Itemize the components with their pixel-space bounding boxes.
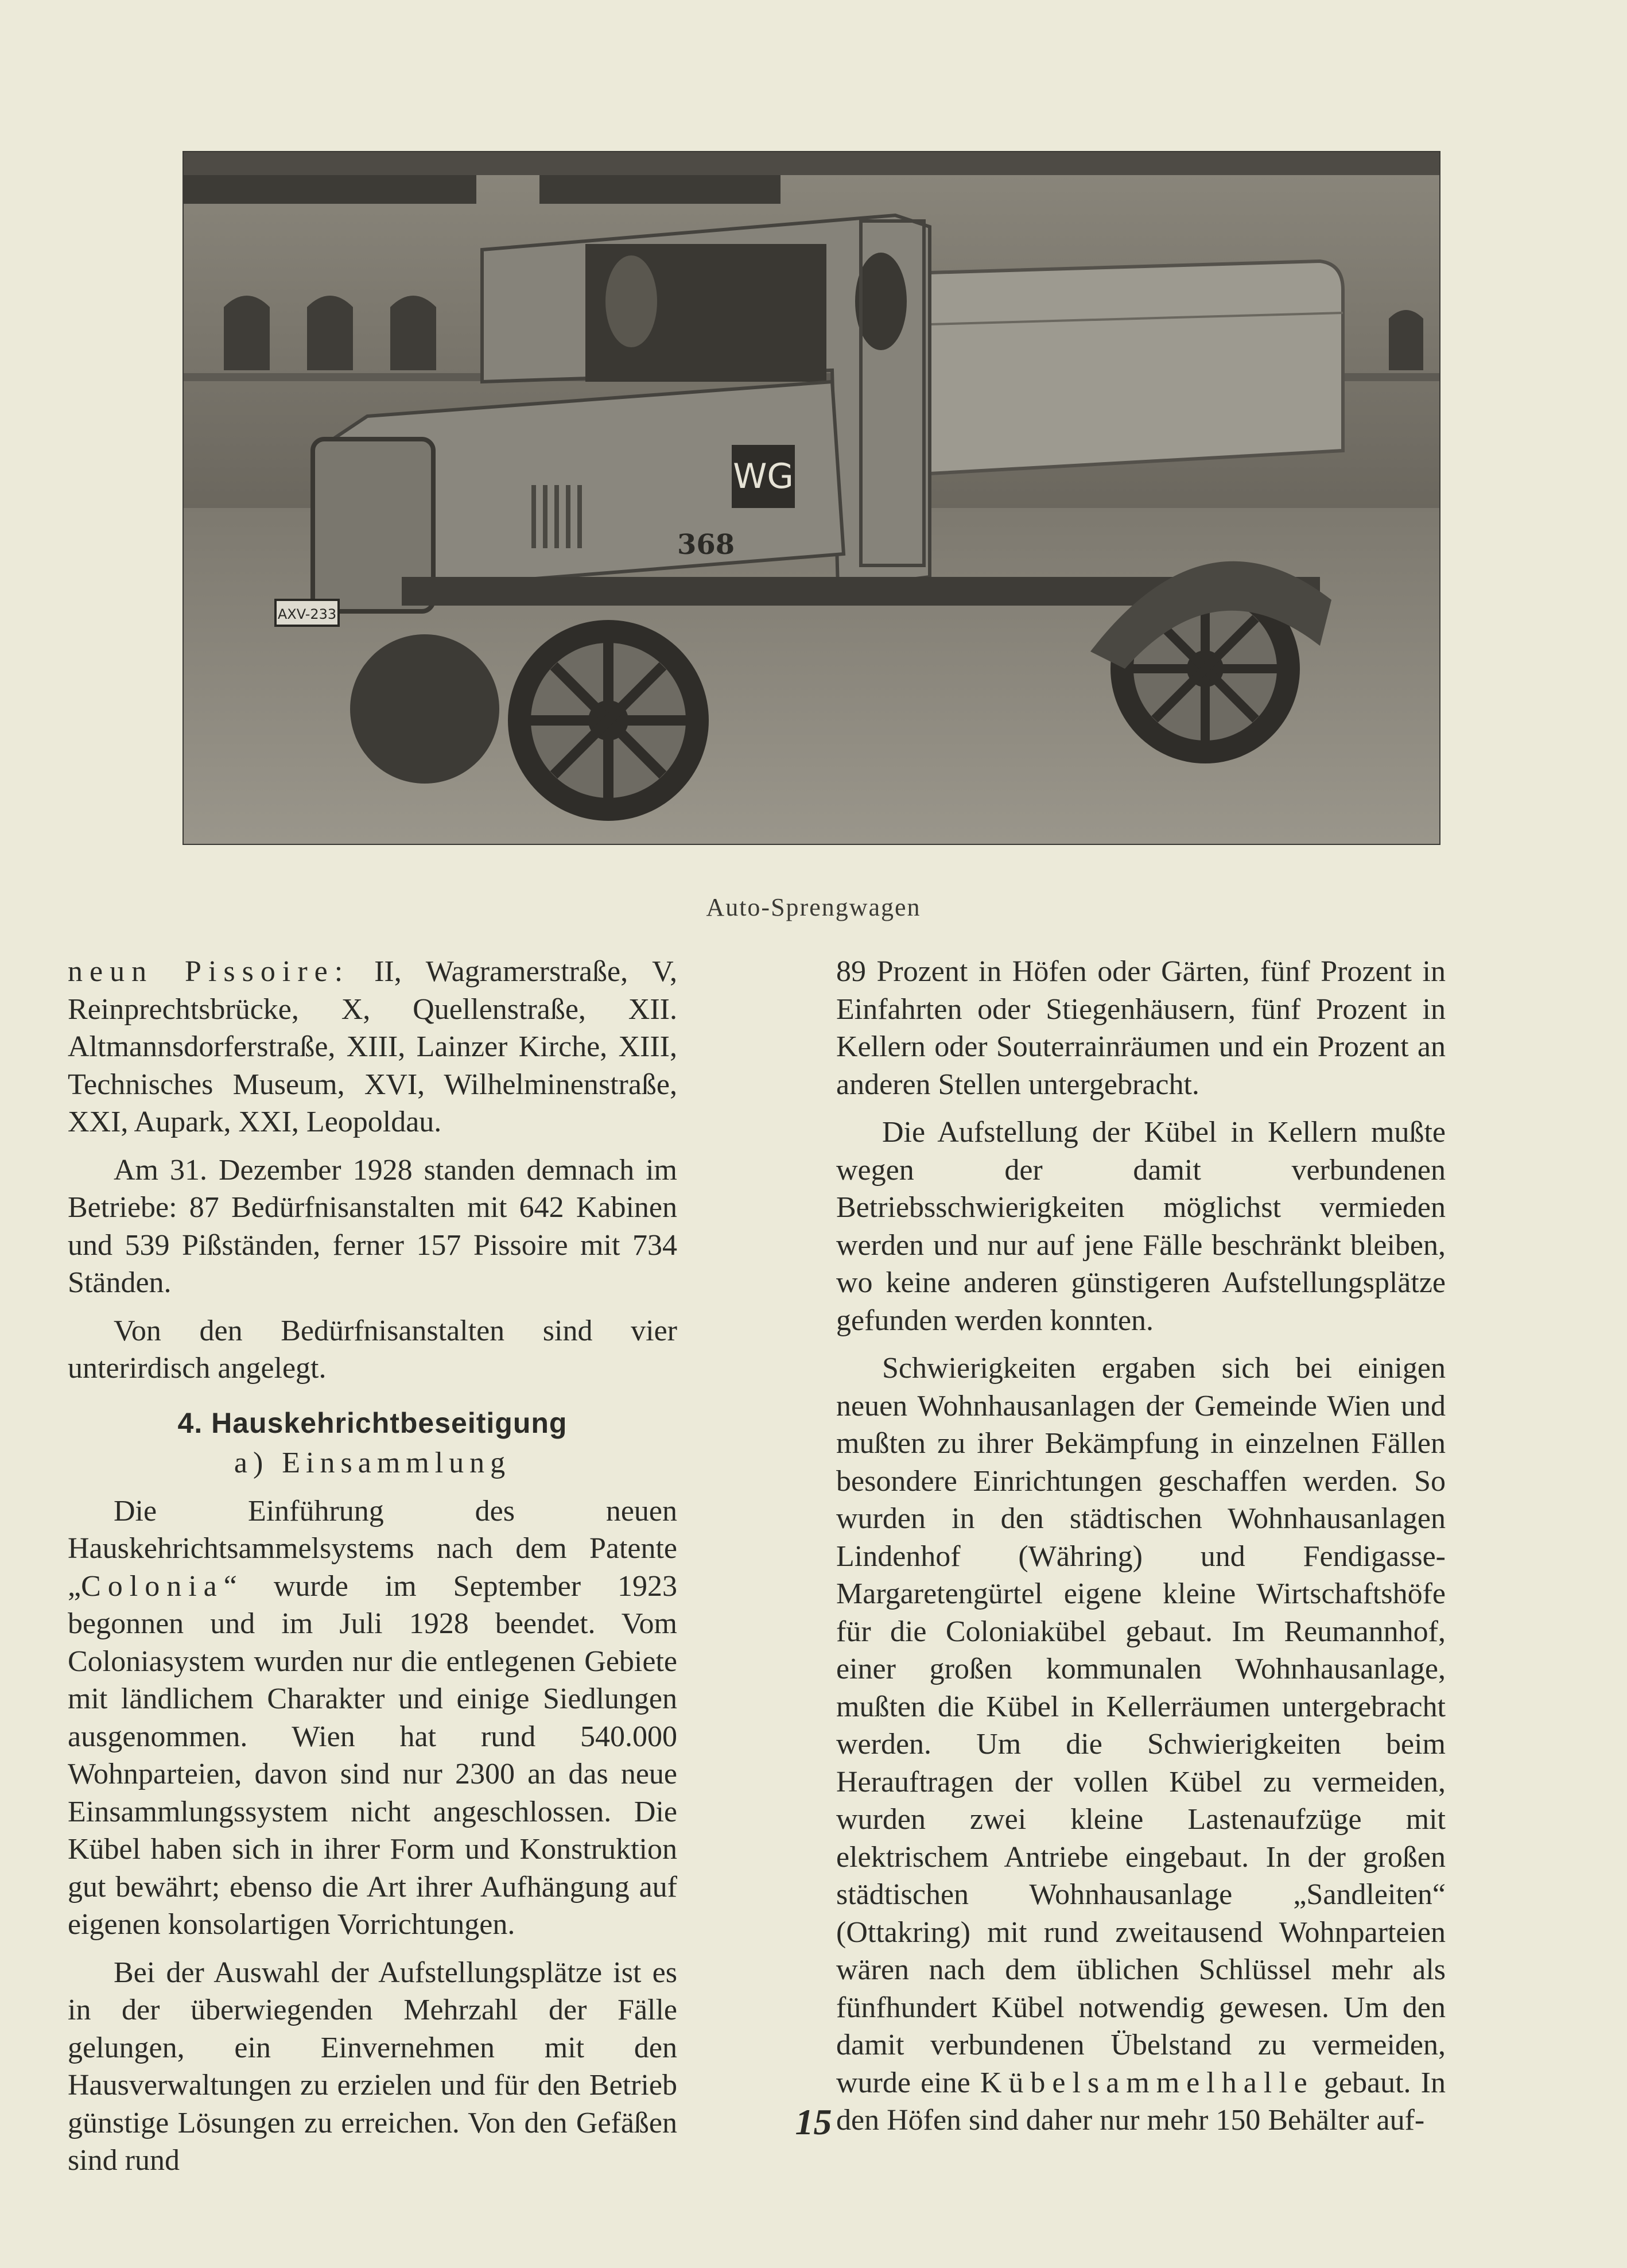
paragraph-keller: Die Aufstellung der Kübel in Kellern mußte wegen der damit verbundenen Betriebsschwierigkeiten möglichst vermieden werden und nur auf jene Fälle beschränkt bleiben, wo keine anderen günstigeren Aufstellungsplätze gefunden werden konnten. <box>836 1116 1446 1337</box>
subheading-label: a) <box>234 1447 282 1479</box>
paragraph-schwierigkeiten <box>836 1350 1446 2139</box>
front-wheel <box>508 620 709 821</box>
truck-logo: WG <box>733 456 794 497</box>
right-column <box>836 953 1446 2139</box>
figure-caption: Auto-Sprengwagen <box>706 893 921 921</box>
page-number: 15 <box>795 2102 832 2142</box>
paragraph-stats: Am 31. Dezember 1928 standen demnach im Betriebe: 87 Bedürfnisanstalten mit 642 Kabinen und 539 Pißständen, ferner 157 Pissoire mit 734 Ständen. <box>68 1153 677 1299</box>
subheading-term: Einsammlung <box>282 1447 511 1479</box>
subsection-heading <box>68 1444 677 1482</box>
section-heading: 4. Hauskehrichtbeseitigung <box>177 1406 568 1439</box>
paragraph-text: II, Wagramerstraße, V, Reinprechtsbrücke, X, Quellenstraße, XII. Altmannsdorferstraße, XIII, Lainzer Kirche, XIII, Technisches Museum, XVI, Wilhelminenstraße, XXI, Aupark, XXI, Leopoldau. <box>68 955 677 1138</box>
paragraph-aufstellung: Bei der Auswahl der Aufstellungsplätze ist es in der überwiegenden Mehrzahl der Fälle gelungen, ein Einvernehmen mit den Hausverwaltungen zu erzielen und für den Betrieb günstige Lösungen zu erreichen. Von den Gefäßen sind rund <box>68 1956 677 2177</box>
paragraph-colonia <box>68 1492 677 1944</box>
paragraph-underground: Von den Bedürfnisanstalten sind vier unterirdisch angelegt. <box>68 1314 677 1385</box>
truck-photo <box>184 152 1439 844</box>
paragraph-text: “ wurde im September 1923 begonnen und im Juli 1928 beendet. Vom Coloniasystem wurden nur die entlegenen Gebiete mit ländlichem Charakter und einige Siedlungen ausgenommen. Wien hat rund 540.000 Wohnparteien, davon sind nur 2300 an das neue Einsammlungssystem nicht angeschlossen. Die Kübel haben sich in ihrer Form und Konstruktion gut bewährt; ebenso die Art ihrer Aufhängung auf eigenen konsolartigen Vorrichtungen. <box>68 1569 677 1941</box>
spaced-term: neun Pissoire: <box>68 955 350 988</box>
paragraph-text: Die Einführung des neuen Hauskehrichtsammelsystems nach dem Patente „ <box>68 1494 677 1603</box>
truck-illustration <box>184 152 1439 844</box>
spaced-term: Colonia <box>81 1569 224 1603</box>
truck-number: 368 <box>677 529 735 561</box>
paragraph-text: gebaut. In den Höfen sind daher nur mehr 150 Behälter auf- <box>836 2066 1446 2137</box>
paragraph-prozent: 89 Prozent in Höfen oder Gärten, fünf Prozent in Einfahrten oder Stiegenhäusern, fünf Prozent in Kellern oder Souterrainräumen und ein Prozent an anderen Stellen untergebracht. <box>836 955 1446 1101</box>
spaced-term: Kübelsammelhalle <box>980 2066 1314 2099</box>
license-plate: AXV-233 <box>277 606 337 622</box>
left-column <box>68 953 677 2180</box>
paragraph-pissoire <box>68 953 677 1141</box>
paragraph-text: Schwierigkeiten ergaben sich bei einigen neuen Wohnhausanlagen der Gemeinde Wien und mußten zu ihrer Bekämpfung in einzelnen Fällen besondere Einrichtungen geschaffen werden. So wurden in den städtischen Wohnhausanlagen Lindenhof (Währing) und Fendigasse-Margaretengürtel eigene kleine Wirtschaftshöfe für die Coloniakübel gebaut. Im Reumannhof, einer großen kommunalen Wohnhausanlage, mußten die Kübel in Kellerräumen untergebracht werden. Um die Schwierigkeiten beim Herauftragen der vollen Kübel zu vermeiden, wurden zwei kleine Lastenaufzüge mit elektrischem Antriebe eingebaut. In der großen städtischen Wohnhausanlage „Sandleiten“ (Ottakring) mit rund zweitausend Wohnparteien wären nach dem üblichen Schlüssel mehr als fünfhundert Kübel notwendig gewesen. Um den damit verbundenen Übelstand zu vermeiden, wurde eine <box>836 1352 1446 2099</box>
